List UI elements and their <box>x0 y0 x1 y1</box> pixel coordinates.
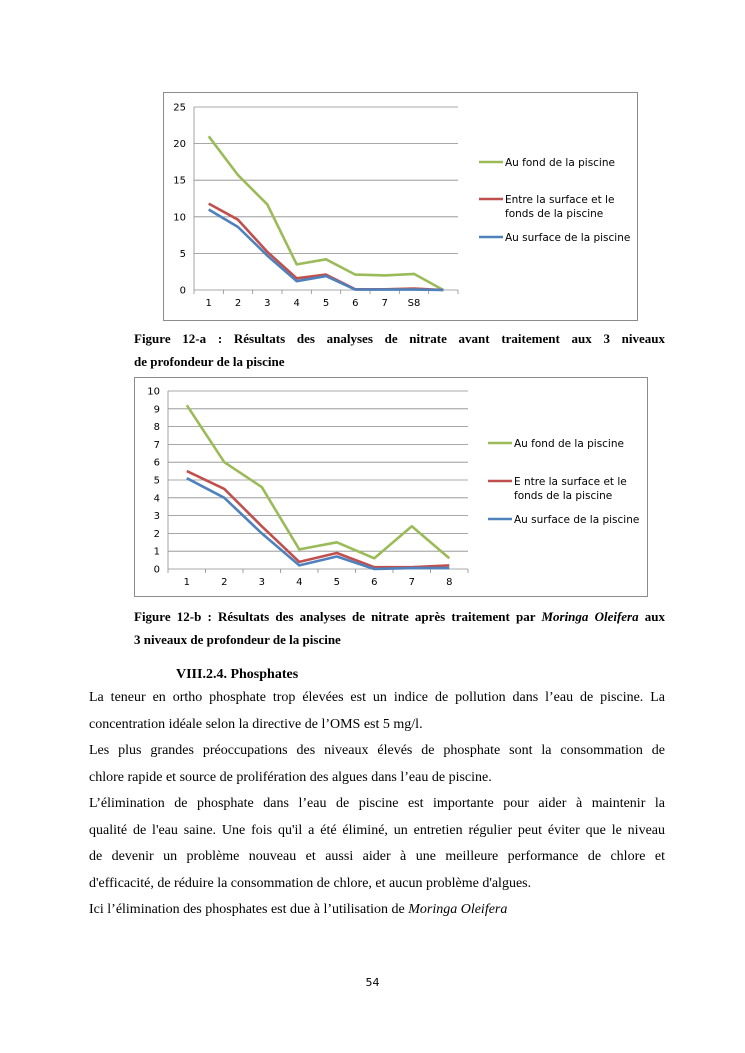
chart-b-y-tick-10: 10 <box>147 386 160 398</box>
p3-line1: L’élimination de phosphate dans l’eau de piscine est importante pour aider à maintenir la <box>89 796 665 811</box>
caption-a-line1: Figure 12-a : Résultats des analyses de nitrate avant traitement aux 3 niveaux <box>134 331 665 346</box>
chart-b-legend-label-1-1: fonds de la piscine <box>514 490 613 502</box>
chart-a-series-2-line <box>209 210 444 291</box>
chart-b-y-tick-7: 7 <box>153 439 160 451</box>
chart-b-series-1-line <box>187 471 450 567</box>
chart-a-y-tick-20: 20 <box>173 139 186 151</box>
chart-b-y-tick-4: 4 <box>153 493 160 505</box>
chart-a-legend-label-2-0: Au surface de la piscine <box>505 232 631 244</box>
chart-b-x-tick-4: 4 <box>296 577 303 588</box>
chart-a-legend-label-1-1: fonds de la piscine <box>505 208 604 220</box>
p3-line2: qualité de l'eau saine. Une fois qu'il a été éliminé, un entretien régulier peut éviter que le niveau <box>89 822 665 838</box>
chart-b-legend-label-0-0: Au fond de la piscine <box>514 438 624 450</box>
figure-12b-caption <box>134 605 665 651</box>
figure-12a-caption <box>134 327 665 373</box>
p3-line4: d'efficacité, de réduire la consommation de chlore, et aucun problème d'algues. <box>89 875 532 891</box>
chart-a-x-tick-1: 1 <box>205 298 212 309</box>
chart-nitrate-before <box>163 92 638 321</box>
chart-b-y-tick-5: 5 <box>153 475 160 487</box>
chart-a-y-tick-5: 5 <box>179 248 186 260</box>
chart-a-y-tick-10: 10 <box>173 212 186 224</box>
p2-line2: chlore rapide et source de prolifération des algues dans l’eau de piscine. <box>89 769 492 785</box>
chart-b-x-tick-5: 5 <box>333 577 340 588</box>
chart-b-x-tick-1: 1 <box>183 577 190 588</box>
chart-a-legend-label-0-0: Au fond de la piscine <box>505 157 615 169</box>
chart-b-y-tick-3: 3 <box>153 511 160 523</box>
chart-a-y-tick-0: 0 <box>179 285 186 297</box>
chart-b-y-tick-6: 6 <box>153 457 160 469</box>
chart-a-x-tick-7: 7 <box>381 298 388 309</box>
body-text <box>89 685 665 924</box>
caption-a-line2: de profondeur de la piscine <box>134 354 285 369</box>
section-title: VIII.2.4. Phosphates <box>176 667 299 682</box>
p3-line3: de devenir un problème nouveau et aussi aider à une meilleure performance de chlore et <box>89 849 665 864</box>
p4-prefix: Ici l’élimination des phosphates est due à l’utilisation de <box>89 902 405 917</box>
chart-b-series-0-line <box>187 405 450 558</box>
caption-b-suffix: aux <box>644 609 666 624</box>
chart-a-x-tick-S8: S8 <box>407 298 421 309</box>
chart-a-series-0-line <box>209 136 444 290</box>
chart-a-x-tick-2: 2 <box>234 298 242 309</box>
chart-b-svg <box>135 378 647 596</box>
chart-b-y-tick-8: 8 <box>153 422 160 434</box>
p1-line2: concentration idéale selon la directive de l’OMS est 5 mg/l. <box>89 716 423 732</box>
chart-b-x-tick-7: 7 <box>408 577 415 588</box>
chart-b-legend-label-2-0: Au surface de la piscine <box>514 514 640 526</box>
caption-b-line2: 3 niveaux de profondeur de la piscine <box>134 632 341 647</box>
chart-a-x-tick-5: 5 <box>322 298 330 309</box>
p2-line1: Les plus grandes préoccupations des niveaux élevés de phosphate sont la consommation de <box>89 743 665 758</box>
chart-a-y-tick-25: 25 <box>173 102 186 114</box>
chart-b-x-tick-6: 6 <box>371 577 378 588</box>
chart-a-x-tick-6: 6 <box>352 298 359 309</box>
chart-a-legend-label-1-0: Entre la surface et le <box>505 194 615 206</box>
caption-b-prefix: Figure 12-b : Résultats des analyses de nitrate après traitement par <box>134 609 536 624</box>
chart-a-x-tick-3: 3 <box>264 298 271 309</box>
chart-b-y-tick-9: 9 <box>153 404 160 416</box>
chart-a-svg <box>164 93 637 320</box>
chart-nitrate-after <box>134 377 648 597</box>
chart-b-x-tick-2: 2 <box>221 577 228 588</box>
chart-b-y-tick-0: 0 <box>153 564 160 576</box>
chart-b-y-tick-2: 2 <box>153 528 160 540</box>
chart-b-y-tick-1: 1 <box>153 546 160 558</box>
chart-a-y-tick-15: 15 <box>173 175 186 187</box>
chart-b-legend-label-1-0: E ntre la surface et le <box>514 476 627 488</box>
chart-b-x-tick-3: 3 <box>258 577 265 588</box>
p4-line <box>89 897 665 924</box>
p4-species: Moringa Oleifera <box>408 902 508 917</box>
caption-b-line1 <box>134 605 665 628</box>
chart-a-x-tick-4: 4 <box>293 298 300 309</box>
chart-b-x-tick-8: 8 <box>446 577 453 588</box>
p1-line1: La teneur en ortho phosphate trop élevées est un indice de pollution dans l’eau de piscine. La <box>89 690 665 705</box>
page-number: 54 <box>365 976 380 989</box>
caption-b-species: Moringa Oleifera <box>541 609 639 624</box>
